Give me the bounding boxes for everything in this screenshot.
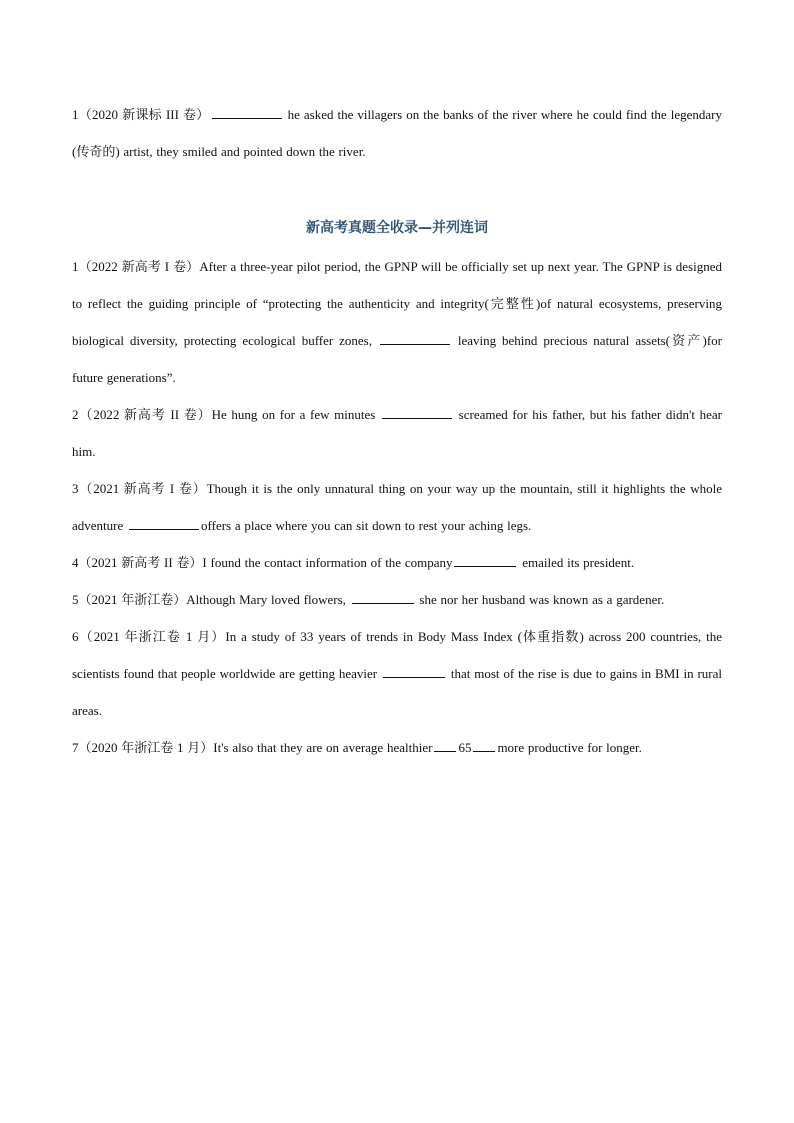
answer-blank[interactable] (382, 406, 452, 419)
question-3 (72, 470, 722, 544)
question-source: 6（2021 年浙江卷 1 月） (72, 629, 226, 644)
question-text-after: she nor her husband was known as a gardener. (415, 592, 665, 607)
question-text-after: he asked the villagers on the banks of the river where he could find the legendary (传奇的) artist, they smiled and pointed down the river. (72, 107, 722, 159)
question-text-before: I found the contact information of the company (202, 555, 453, 570)
question-text-after: screamed for his father, but his father didn't hear him. (72, 407, 722, 459)
answer-blank[interactable] (129, 517, 199, 530)
question-text-after: that most of the rise is due to gains in BMI in rural areas. (72, 666, 722, 718)
question-text-before: Although Mary loved flowers, (186, 592, 350, 607)
answer-blank[interactable] (434, 739, 456, 752)
question-4 (72, 544, 722, 581)
answer-blank[interactable] (380, 332, 450, 345)
question-text-after: offers a place where you can sit down to rest your aching legs. (201, 518, 532, 533)
question-text-before: It's also that they are on average healthier (213, 740, 433, 755)
answer-blank[interactable] (352, 591, 414, 604)
question-source: 2（2022 新高考 II 卷） (72, 407, 212, 422)
answer-blank[interactable] (383, 665, 445, 678)
question-text-after: leaving behind precious natural assets(资产)for future generations”. (72, 333, 722, 385)
question-source: 3（2021 新高考 I 卷） (72, 481, 207, 496)
blank-number: 65 (458, 740, 472, 755)
answer-blank[interactable] (473, 739, 495, 752)
question-6 (72, 618, 722, 729)
question-1 (72, 248, 722, 396)
section-title: 新高考真题全收录—并列连词 (306, 220, 488, 236)
document-page (72, 96, 722, 766)
intro-question (72, 96, 722, 170)
question-source: 4（2021 新高考 II 卷） (72, 555, 203, 570)
question-source: 7（2020 年浙江卷 1 月） (72, 740, 214, 755)
question-source: 1（2020 新课标 III 卷） (72, 107, 210, 122)
question-text-before: He hung on for a few minutes (211, 407, 381, 422)
question-2 (72, 396, 722, 470)
question-source: 1（2022 新高考 I 卷） (72, 259, 200, 274)
question-7 (72, 729, 722, 766)
answer-blank[interactable] (212, 106, 282, 119)
question-text-after: more productive for longer. (497, 740, 642, 755)
question-text-before: Though it is the only unnatural thing on your way up the mountain, still it highlights the whole adventure (72, 481, 722, 533)
question-text-before: After a three-year pilot period, the GPNP will be officially set up next year. The GPNP is designed to reflect the guiding principle of “protecting the authenticity and integrity(完整性)of natural ecosystems, preserving biological diversity, protecting ecological buffer zones, (72, 259, 722, 348)
question-text-before: In a study of 33 years of trends in Body Mass Index (体重指数) across 200 countries, the scientists found that people worldwide are getting heavier (72, 629, 722, 681)
question-text-after: emailed its president. (518, 555, 635, 570)
answer-blank[interactable] (454, 554, 516, 567)
question-source: 5（2021 年浙江卷） (72, 592, 187, 607)
question-5 (72, 581, 722, 618)
